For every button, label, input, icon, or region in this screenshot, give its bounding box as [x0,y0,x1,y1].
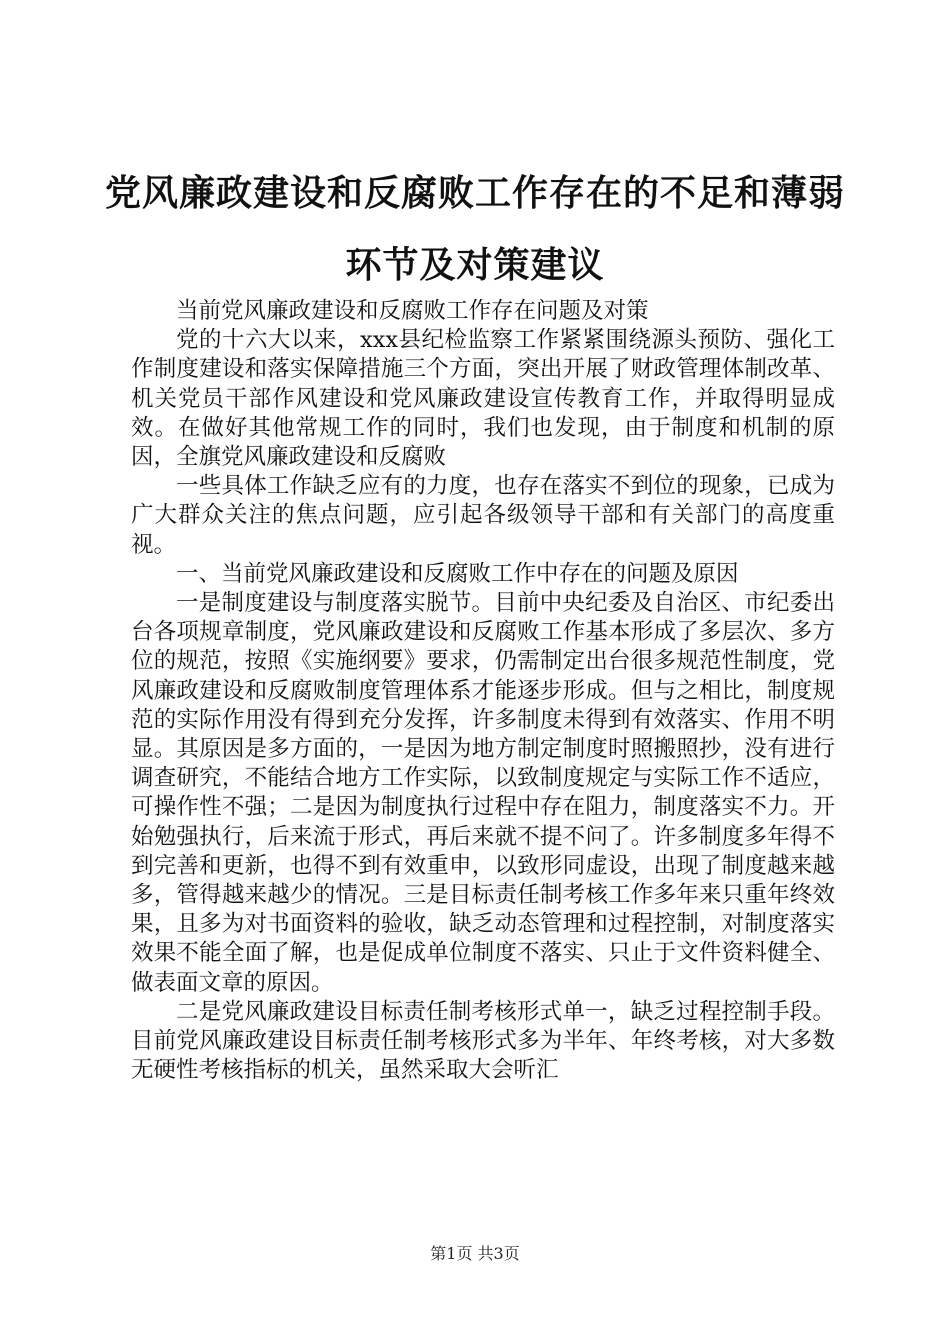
document-title-line-1: 党风廉政建设和反腐败工作存在的不足和薄弱 [104,172,845,214]
page-footer: 第1页 共3页 [430,1244,520,1263]
body-paragraph: 二是党风廉政建设目标责任制考核形式单一，缺乏过程控制手段。目前党风廉政建设目标责任制考核形式多为半年、年终考核，对大多数无硬性考核指标的机关，虽然采取大会听汇 [131,998,835,1084]
body-paragraph: 党的十六大以来，xxx县纪检监察工作紧紧围绕源头预防、强化工作制度建设和落实保障措施三个方面，突出开展了财政管理体制改革、机关党员干部作风建设和党风廉政建设宣传教育工作，并取得明显成效。在做好其他常规工作的同时，我们也发现，由于制度和机制的原因，全旗党风廉政建设和反腐败 [131,327,835,471]
body-paragraph: 当前党风廉政建设和反腐败工作存在问题及对策 [176,298,649,324]
body-paragraph: 一些具体工作缺乏应有的力度，也存在落实不到位的现象，已成为广大群众关注的焦点问题，应引起各级领导干部和有关部门的高度重视。 [131,473,835,558]
section-heading: 一、当前党风廉政建设和反腐败工作中存在的问题及原因 [176,560,739,587]
body-paragraph: 一是制度建设与制度落实脱节。目前中央纪委及自治区、市纪委出台各项规章制度，党风廉政建设和反腐败工作基本形成了多层次、多方位的规范，按照《实施纲要》要求，仍需制定出台很多规范性制度，党风廉政建设和反腐败制度管理体系才能逐步形成。但与之相比，制度规范的实际作用没有得到充分发挥，许多制度未得到有效落实、作用不明显。其原因是多方面的，一是因为地方制定制度时照搬照抄，没有进行调查研究，不能结合地方工作实际，以致制度规定与实际工作不适应，可操作性不强；二是因为制度执行过程中存在阻力，制度落实不力。开始勉强执行，后来流于形式，再后来就不提不问了。许多制度多年得不到完善和更新，也得不到有效重申，以致形同虚设，出现了制度越来越多，管得越来越少的情况。三是目标责任制考核工作多年来只重年终效果，且多为对书面资料的验收，缺乏动态管理和过程控制，对制度落实效果不能全面了解，也是促成单位制度不落实、只止于文件资料健全、做表面文章的原因。 [131,590,835,996]
document-title-line-2: 环节及对策建议 [345,244,605,286]
document-body [131,297,835,1085]
